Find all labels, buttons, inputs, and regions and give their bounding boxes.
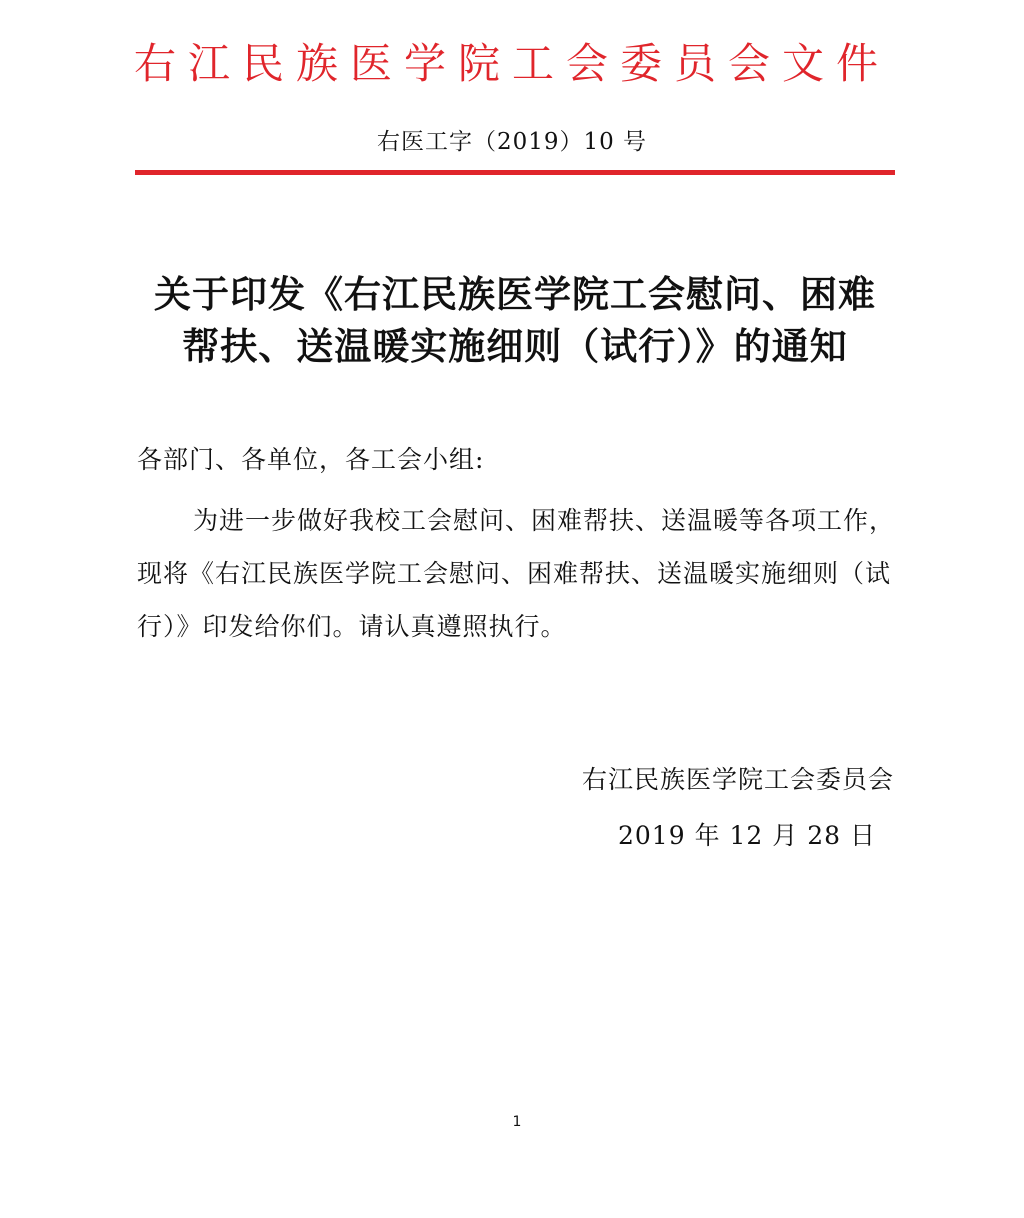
document-header-title: 右江民族医学院工会委员会文件 [133,39,890,88]
notice-body [137,494,897,653]
notice-title [135,268,895,372]
body-line: 行）》印发给你们。请认真遵照执行。 [137,612,567,641]
issue-date: 2019 年 12 月 28 日 [618,821,876,850]
document-number: 右医工字（2019）10 号 [376,129,648,155]
header-red-rule [135,170,895,175]
issuer-signature: 右江民族医学院工会委员会 [581,765,894,794]
notice-title-line: 关于印发《右江民族医学院工会慰问、困难 [154,272,876,316]
page-number: 1 [512,1114,522,1130]
notice-title-line: 帮扶、送温暖实施细则（试行）》的通知 [182,324,848,368]
body-line: 为进一步做好我校工会慰问、困难帮扶、送温暖等各项工作， [193,506,896,535]
salutation: 各部门、各单位，各工会小组: [137,445,485,474]
body-line: 现将《右江民族医学院工会慰问、困难帮扶、送温暖实施细则（试 [137,559,892,588]
